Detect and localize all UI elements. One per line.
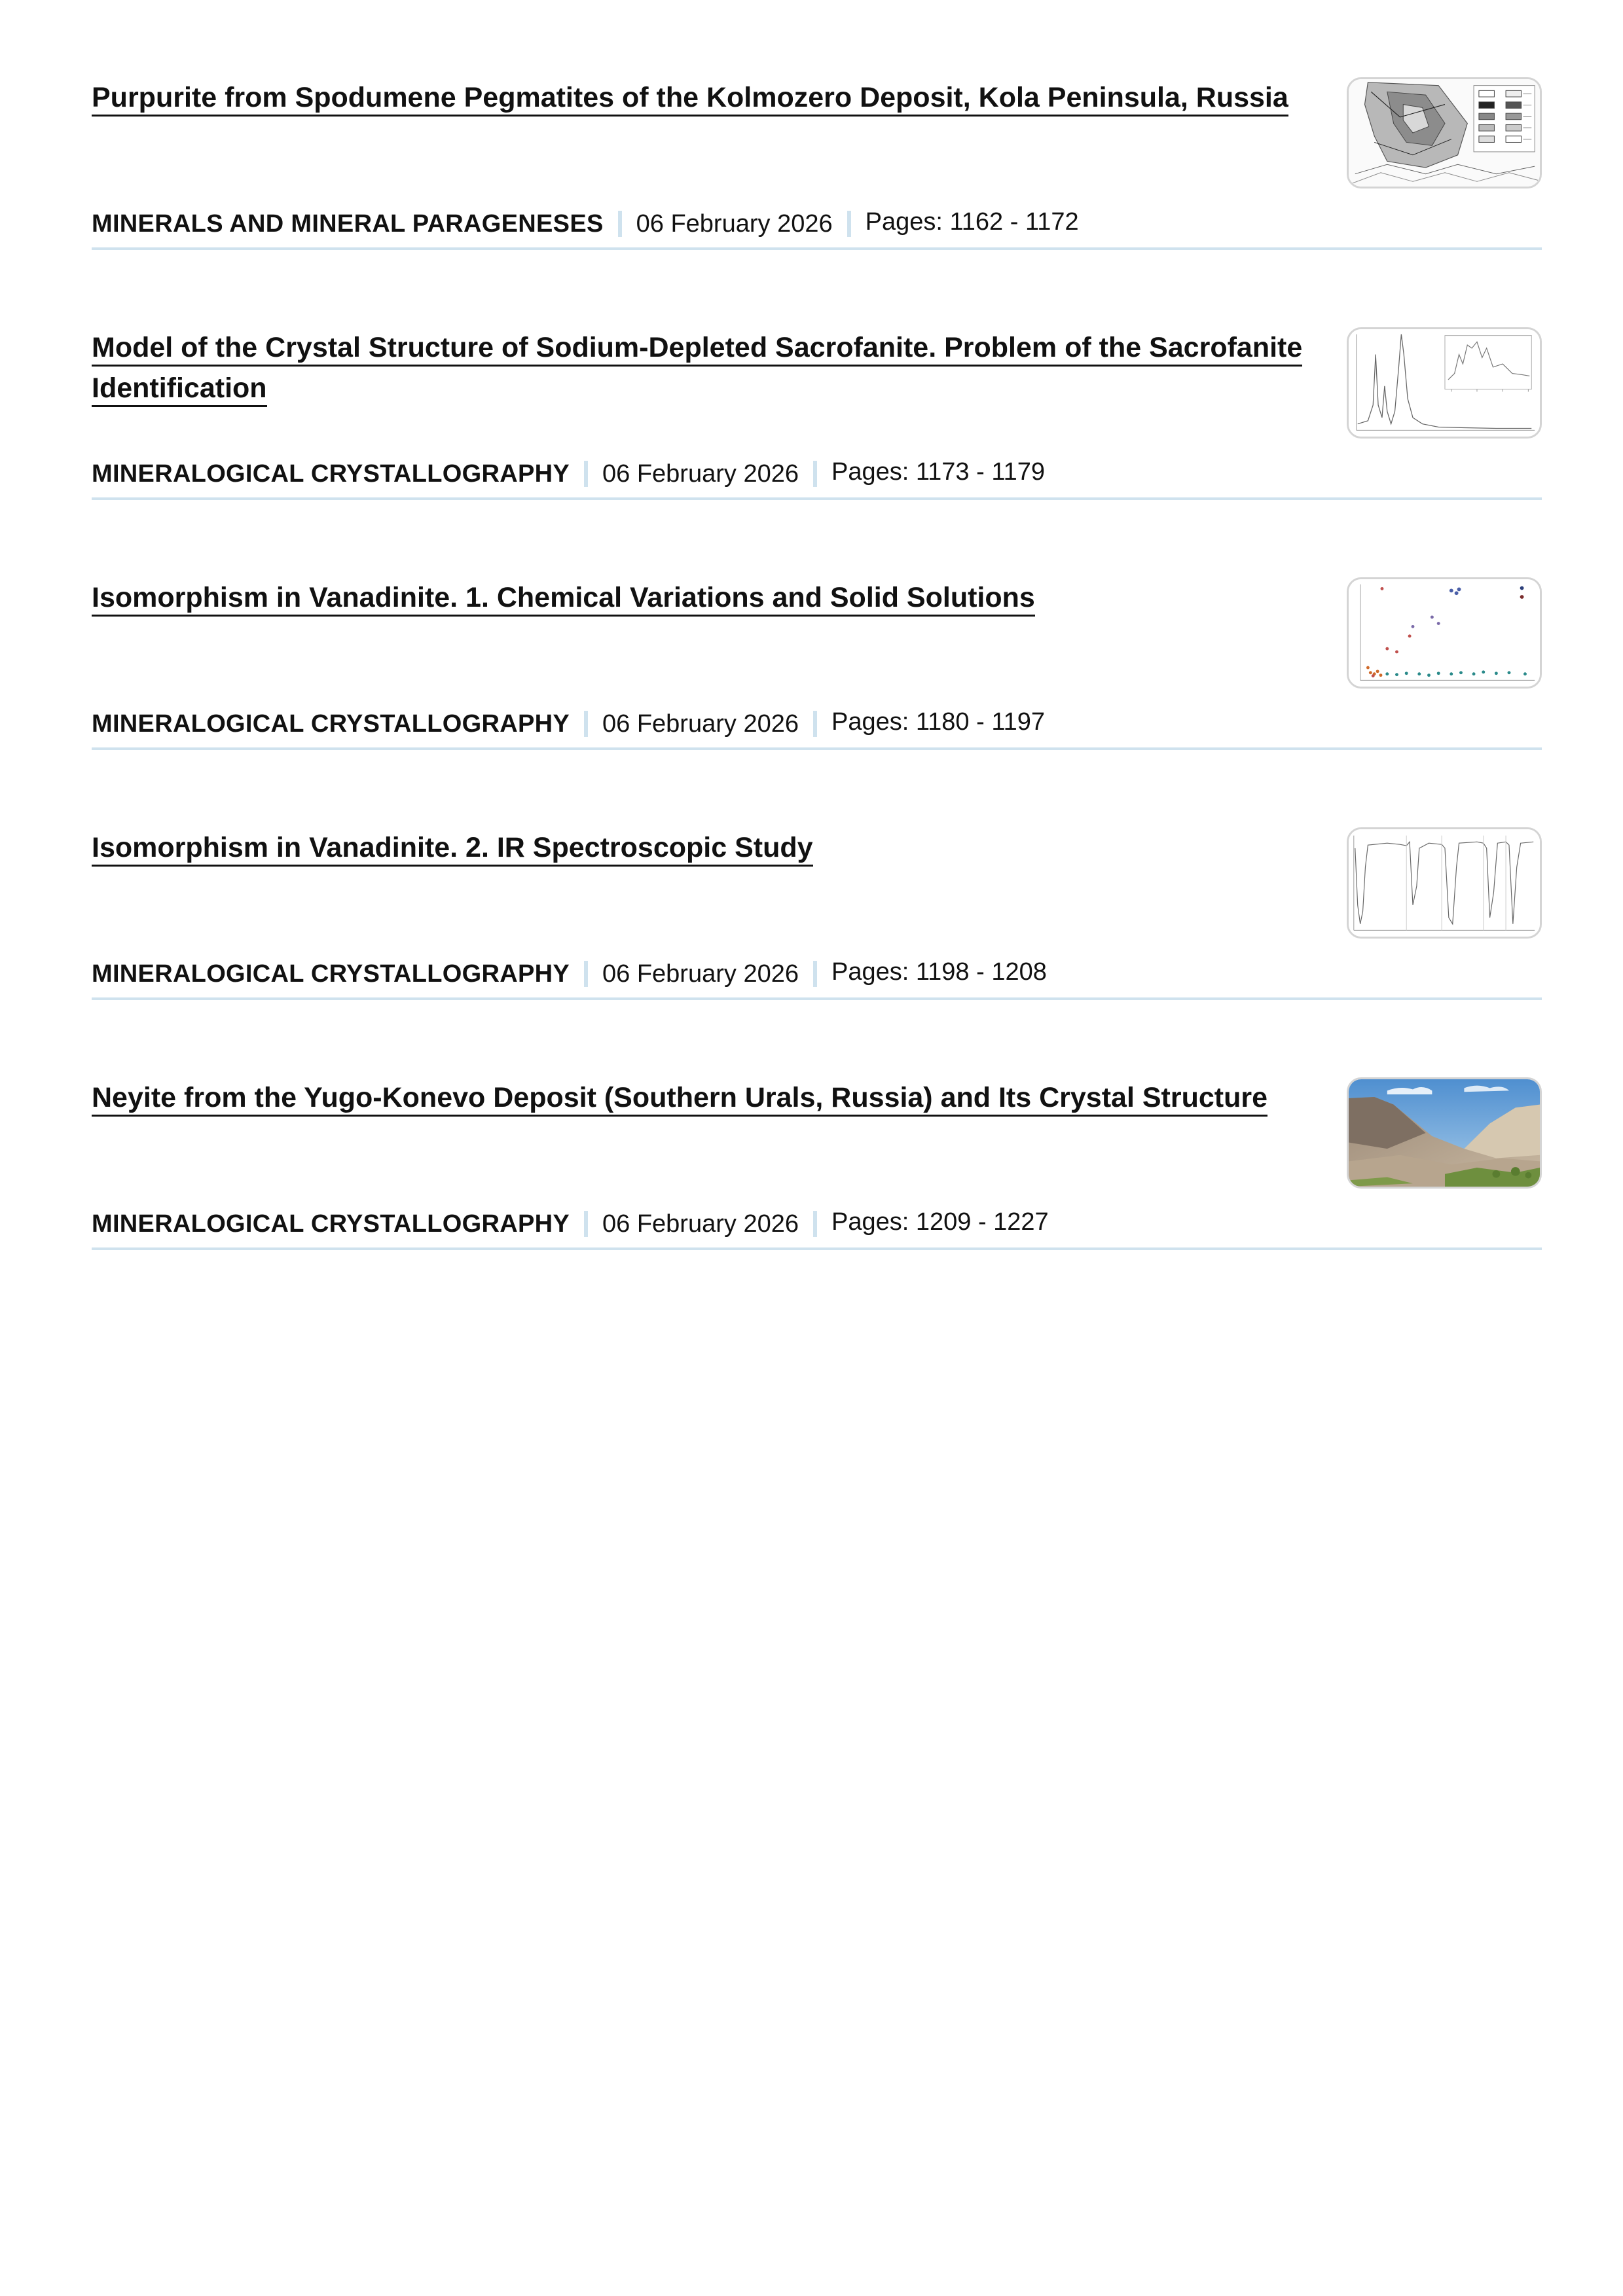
scatter-plot-thumbnail[interactable]: [1347, 577, 1542, 689]
article-section[interactable]: MINERALOGICAL CRYSTALLOGRAPHY: [92, 960, 570, 988]
meta-separator: [584, 961, 588, 987]
article-meta: [92, 458, 1045, 490]
article-pages: Pages: 1180 - 1197: [831, 708, 1046, 736]
article-section[interactable]: MINERALOGICAL CRYSTALLOGRAPHY: [92, 460, 570, 488]
meta-separator: [584, 711, 588, 737]
article-date: 06 February 2026: [602, 1210, 799, 1238]
meta-separator: [813, 961, 817, 987]
meta-separator: [813, 1211, 817, 1237]
article-section[interactable]: MINERALS AND MINERAL PARAGENESES: [92, 210, 604, 238]
article-title: [92, 1077, 1303, 1118]
article-item: [92, 500, 1542, 750]
meta-separator: [618, 211, 622, 237]
article-meta: [92, 958, 1047, 990]
article-title-link[interactable]: Model of the Crystal Structure of Sodium-Depleted Sacrofanite. Problem of the Sacrofanite Identification: [92, 332, 1302, 407]
geological-map-thumbnail[interactable]: [1347, 77, 1542, 188]
article-title-link[interactable]: Isomorphism in Vanadinite. 2. IR Spectroscopic Study: [92, 832, 813, 867]
article-pages: Pages: 1173 - 1179: [831, 458, 1046, 486]
article-item: [92, 250, 1542, 500]
ir-spectra-thumbnail[interactable]: [1347, 827, 1542, 939]
article-meta: [92, 208, 1079, 240]
meta-separator: [847, 211, 851, 237]
article-date: 06 February 2026: [602, 460, 799, 488]
article-title-link[interactable]: Neyite from the Yugo-Konevo Deposit (Southern Urals, Russia) and Its Crystal Structure: [92, 1082, 1267, 1117]
article-pages: Pages: 1162 - 1172: [865, 208, 1079, 236]
article-item: [92, 1000, 1542, 1250]
article-meta: [92, 708, 1045, 740]
quarry-photo-thumbnail[interactable]: [1347, 1077, 1542, 1189]
article-title: [92, 577, 1303, 618]
article-list: [92, 0, 1542, 1250]
article-date: 06 February 2026: [636, 210, 833, 238]
meta-separator: [813, 711, 817, 737]
meta-separator: [813, 461, 817, 487]
article-section[interactable]: MINERALOGICAL CRYSTALLOGRAPHY: [92, 1210, 570, 1238]
article-meta: [92, 1208, 1049, 1240]
article-title: [92, 827, 1303, 868]
meta-separator: [584, 1211, 588, 1237]
article-item: [92, 0, 1542, 250]
article-pages: Pages: 1209 - 1227: [831, 1208, 1049, 1236]
article-date: 06 February 2026: [602, 710, 799, 738]
article-title-link[interactable]: Purpurite from Spodumene Pegmatites of the Kolmozero Deposit, Kola Peninsula, Russia: [92, 82, 1288, 117]
article-title: [92, 77, 1303, 118]
article-title: [92, 327, 1303, 408]
article-date: 06 February 2026: [602, 960, 799, 988]
article-pages: Pages: 1198 - 1208: [831, 958, 1047, 986]
article-section[interactable]: MINERALOGICAL CRYSTALLOGRAPHY: [92, 710, 570, 738]
meta-separator: [584, 461, 588, 487]
article-item: [92, 750, 1542, 1000]
spectrum-plot-thumbnail[interactable]: [1347, 327, 1542, 439]
article-title-link[interactable]: Isomorphism in Vanadinite. 1. Chemical Variations and Solid Solutions: [92, 582, 1035, 617]
